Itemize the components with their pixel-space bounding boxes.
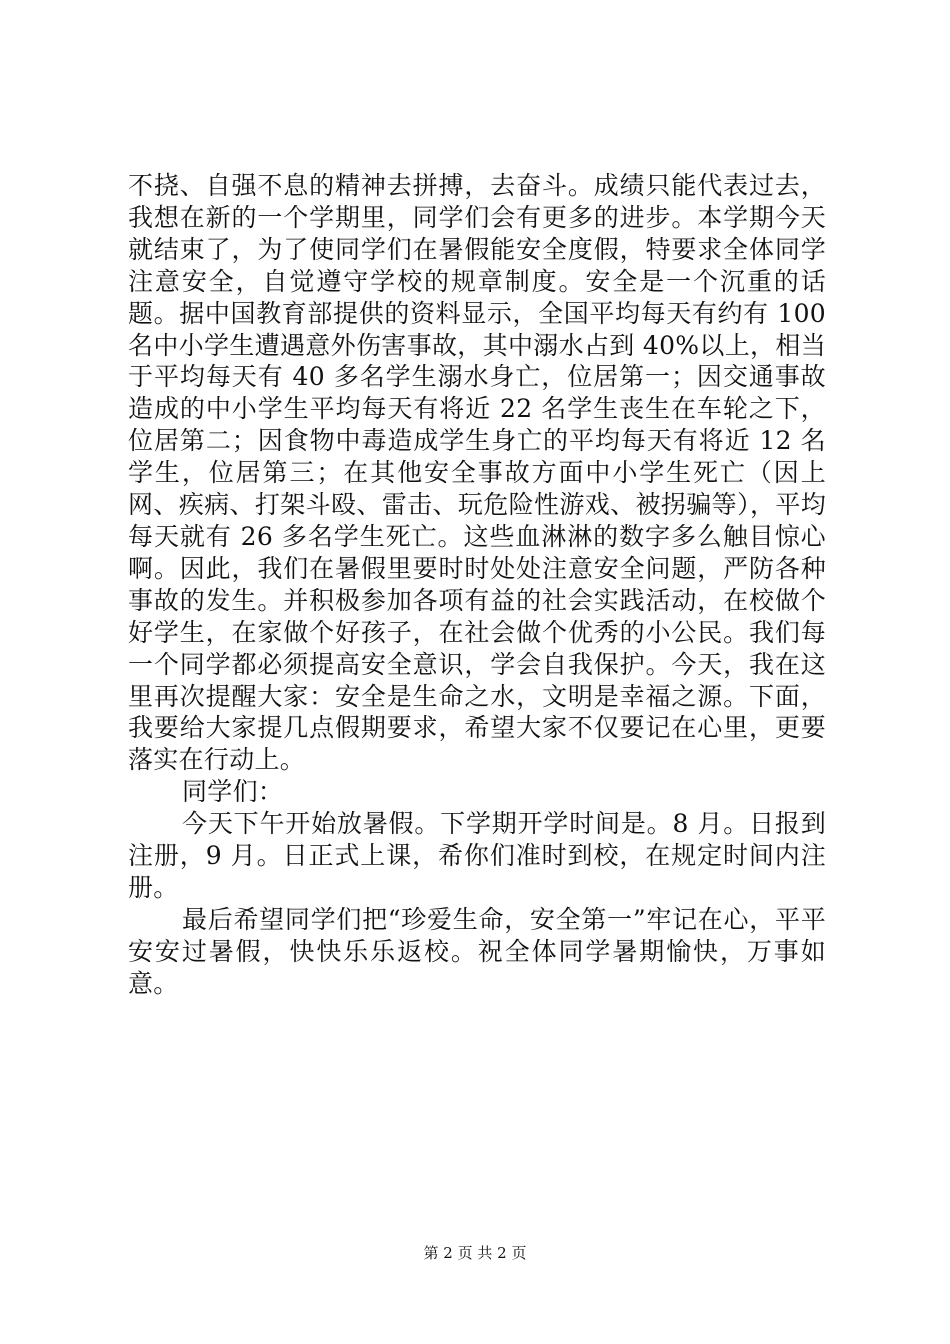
body-paragraph-1: 不挠、自强不息的精神去拼搏，去奋斗。成绩只能代表过去，我想在新的一个学期里，同学们会有更多的进步。本学期今天就结束了，为了使同学们在暑假能安全度假，特要求全体同学注意安全，自觉遵守学校的规章制度。安全是一个沉重的话题。据中国教育部提供的资料显示，全国平均每天有约有 100 名中小学生遭遇意外伤害事故，其中溺水占到 40%以上，相当于平均每天有 40 多名学生溺水身亡，位居第一；因交通事故造成的中小学生平均每天有将近 22 名学生丧生在车轮之下，位居第二；因食物中毒造成学生身亡的平均每天有将近 12 名学生，位居第三；在其他安全事故方面中小学生死亡（因上网、疾病、打架斗殴、雷击、玩危险性游戏、被拐骗等），平均每天就有 26 多名学生死亡。这些血淋淋的数字多么触目惊心啊。因此，我们在暑假里要时时处处注意安全问题，严防各种事故的发生。并积极参加各项有益的社会实践活动，在校做个好学生，在家做个好孩子，在社会做个优秀的小公民。我们每一个同学都必须提高安全意识，学会自我保护。今天，我在这里再次提醒大家：安全是生命之水，文明是幸福之源。下面，我要给大家提几点假期要求，希望大家不仅要记在心里，更要落实在行动上。 bbox=[128, 171, 826, 775]
body-paragraph-closing: 最后希望同学们把“珍爱生命，安全第一”牢记在心，平平安安过暑假，快快乐乐返校。祝全体同学暑期愉快，万事如意。 bbox=[128, 904, 826, 998]
page-number-label: 第 2 页 共 2 页 bbox=[423, 1244, 527, 1262]
page-footer bbox=[0, 1243, 950, 1263]
body-paragraph-schedule: 今天下午开始放暑假。下学期开学时间是。8 月。日报到注册，9 月。日正式上课，希你们准时到校，在规定时间内注册。 bbox=[128, 809, 826, 902]
document-body bbox=[128, 170, 826, 1000]
body-paragraph-greeting: 同学们： bbox=[182, 777, 284, 807]
